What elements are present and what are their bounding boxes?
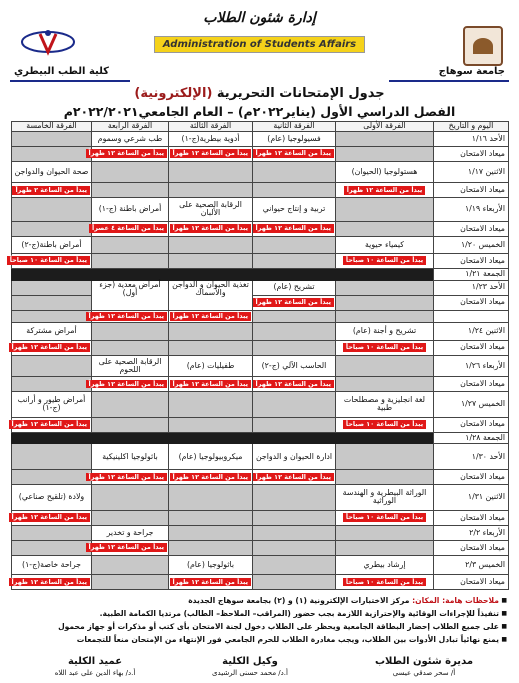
schedule-title: [0, 86, 519, 101]
management-title-en: Administration of Students Affairs: [154, 36, 365, 53]
day-cell: الأحد ١/١٦: [434, 131, 509, 146]
time-badge: يبدأ من الساعة ١٠ صباحاً: [343, 513, 426, 522]
notes-section: [12, 594, 507, 646]
management-title-en-box: [6, 32, 513, 53]
table-row: [12, 525, 509, 540]
empty-cell: [336, 310, 434, 323]
time-badge: يبدأ من الساعة ١٢ ظهراً: [170, 224, 251, 233]
day-cell: الأربعاء ١/١٩: [434, 198, 509, 222]
time-badge: يبدأ من الساعة ١٢ ظهراً: [170, 312, 251, 321]
subject-cell: هستولوجيا (الحيوان): [336, 161, 434, 182]
time-cell: [88, 146, 169, 161]
friday-row: [12, 432, 509, 444]
location-label: المكان:: [409, 596, 440, 605]
empty-cell: [336, 295, 434, 310]
time-cell: [92, 221, 169, 236]
empty-cell: [92, 183, 169, 198]
time-label: ميعاد الامتحان: [434, 295, 509, 310]
empty-cell: [253, 253, 336, 268]
subject-cell: صحة الحيوان والدواجن: [12, 161, 92, 182]
day-cell: الأربعاء ٢/٢: [434, 525, 509, 540]
subject-cell: الرقابة الصحية على اللحوم: [92, 355, 169, 376]
faculty-name: كلية الطب البيطري: [14, 66, 109, 77]
empty-cell: [253, 417, 336, 432]
time-badge: يبدأ من الساعة ١٢ ظهراً: [253, 298, 334, 307]
header-year-5: الفرقة الخامسة: [12, 122, 92, 132]
empty-cell: [336, 131, 434, 146]
day-cell: الجمعة ١/٢١: [434, 268, 509, 280]
empty-cell: [92, 555, 169, 574]
empty-cell: [336, 280, 434, 295]
subject-cell: تشريح (عام): [253, 280, 336, 295]
subject-cell: طفيليات (عام): [169, 355, 253, 376]
empty-cell: [253, 555, 336, 574]
signature-name: أ/ سحر صدقي عيسى: [392, 669, 456, 677]
empty-cell: [169, 540, 253, 555]
empty-cell: [92, 510, 169, 525]
empty-cell: [336, 470, 434, 485]
day-cell: الاثنين ١/٢٤: [434, 323, 509, 340]
time-label: [434, 310, 509, 323]
blocked-cell: [12, 432, 434, 444]
table-row: [12, 323, 509, 340]
subject-cell: ولادة (تلقيح صناعي): [12, 485, 92, 511]
table-row: [12, 198, 509, 222]
day-cell: الاثنين ١/١٧: [434, 161, 509, 182]
empty-cell: [253, 391, 336, 417]
time-cell: [169, 146, 253, 161]
subject-cell: أمراض طيور و أرانب (ج-١): [12, 391, 92, 417]
empty-cell: [253, 161, 336, 182]
time-cell: [336, 340, 434, 355]
faculty-logo-icon: [18, 24, 78, 60]
empty-cell: [253, 236, 336, 253]
header-year-1: الفرقة الأولى: [336, 122, 434, 132]
time-cell: [336, 574, 434, 589]
time-cell: [336, 417, 434, 432]
empty-cell: [336, 540, 434, 555]
time-cell: [336, 183, 434, 198]
empty-cell: [12, 198, 92, 222]
management-title-ar: إدارة شئون الطلاب: [203, 10, 316, 26]
empty-cell: [169, 391, 253, 417]
empty-cell: [92, 391, 169, 417]
table-row: [12, 485, 509, 511]
empty-cell: [12, 221, 92, 236]
table-row: [12, 161, 509, 182]
header: [6, 6, 513, 86]
header-year-4: الفرقة الرابعة: [92, 122, 169, 132]
header-year-2: الفرقة الثانية: [253, 122, 336, 132]
empty-cell: [253, 485, 336, 511]
title-main: جدول الإمتحانات التحريرية: [212, 86, 385, 101]
time-badge: يبدأ من الساعة ١٢ ظهراً: [170, 578, 251, 587]
university-name: جامعة سوهاج: [438, 66, 505, 77]
empty-cell: [12, 131, 92, 146]
time-cell: [12, 510, 92, 525]
time-label: ميعاد الامتحان: [434, 183, 509, 198]
note-location: [12, 594, 507, 607]
time-cell: [169, 310, 253, 323]
empty-cell: [336, 444, 434, 470]
time-cell: [9, 253, 92, 268]
time-cell: [253, 376, 336, 391]
time-row: [12, 310, 509, 323]
time-label: ميعاد الامتحان: [434, 417, 509, 432]
subject-cell: ميكروبيولوجيا (عام): [169, 444, 253, 470]
empty-cell: [169, 525, 253, 540]
table-row: [12, 280, 509, 295]
day-cell: الخميس ١/٢٠: [434, 236, 509, 253]
time-cell: [12, 183, 92, 198]
empty-cell: [92, 236, 169, 253]
table-row: [12, 555, 509, 574]
empty-cell: [169, 161, 253, 182]
time-row: [12, 340, 509, 355]
time-cell: [12, 340, 92, 355]
empty-cell: [169, 485, 253, 511]
subject-cell: أمراض معدية (جزء أول): [92, 280, 169, 310]
signature-name: أ.د/ محمد حسنى الرشيدى: [212, 669, 288, 677]
empty-cell: [92, 574, 169, 589]
subject-cell: باثولوجيا (عام): [169, 555, 253, 574]
time-cell: [88, 540, 169, 555]
empty-cell: [12, 146, 92, 161]
time-badge: يبدأ من الساعة ١٠ صباحاً: [7, 256, 90, 265]
time-cell: [169, 470, 253, 485]
time-label: ميعاد الامتحان: [434, 253, 509, 268]
signatures: [10, 656, 509, 682]
title-highlight: (الإلكترونية): [134, 86, 213, 101]
time-cell: [253, 295, 336, 310]
subject-cell: تربية و إنتاج حيواني: [253, 198, 336, 222]
time-badge: يبدأ من الساعة ١٠ صباحاً: [343, 343, 426, 352]
empty-cell: [253, 540, 336, 555]
time-badge: يبدأ من الساعة ١٠ صباحاً: [343, 420, 426, 429]
time-cell: [253, 146, 336, 161]
subject-cell: طب شرعي وسموم: [92, 131, 169, 146]
subject-cell: جراحة خاصة(ج-١): [12, 555, 92, 574]
day-cell: الخميس ١/٢٧: [434, 391, 509, 417]
time-row: [12, 417, 509, 432]
empty-cell: [92, 417, 169, 432]
note-precautions: ■ تنفيذاً للإجراءات الوقائية والإحترازية اللازمة بجب حضور (المراقب– الملاحظ– الطالب) مرتديا الكمامة الطبية.: [12, 607, 507, 620]
subject-cell: أمراض باطنة (ج-١): [92, 198, 169, 222]
empty-cell: [336, 355, 434, 376]
day-cell: الخميس ٢/٣: [434, 555, 509, 574]
subject-cell: أدوية بيطرية(ج-١): [169, 131, 253, 146]
time-row: [12, 470, 509, 485]
empty-cell: [336, 525, 434, 540]
time-badge: يبدأ من الساعة ١٠ صباحاً: [343, 578, 426, 587]
time-row: [12, 221, 509, 236]
time-row: [12, 295, 509, 310]
empty-cell: [12, 470, 92, 485]
empty-cell: [92, 340, 169, 355]
subject-cell: لغة انجليزية و مصطلحات طبية: [336, 391, 434, 417]
empty-cell: [169, 236, 253, 253]
signature-name: أ.د/ بهاء الدين على عبد اللاه: [54, 669, 136, 677]
time-label: ميعاد الامتحان: [434, 540, 509, 555]
time-badge: يبدأ من الساعة ١٢ ظهراً: [170, 380, 251, 389]
note-no-sharing: ■ يمنع نهائياً تبادل الأدوات بين الطلاب، ويجب مغادرة الطلاب للحرم الجامعي فور الإنتهاء من الإمتحان منعاً للتجمعات: [12, 633, 507, 646]
time-cell: [169, 376, 253, 391]
empty-cell: [169, 253, 253, 268]
location-value: مركز الاختبارات الإلكترونية (١) و (٢) بجامعة سوهاج الجديدة: [188, 596, 410, 605]
time-label: ميعاد الامتحان: [434, 574, 509, 589]
signature-role: عميد الكلية: [67, 656, 123, 667]
subject-cell: الحاسب الآلي (ج-٢): [253, 355, 336, 376]
empty-cell: [12, 310, 92, 323]
time-label: ميعاد الامتحان: [434, 376, 509, 391]
time-cell: [12, 574, 92, 589]
subject-cell: ادارة الحيوان و الدواجن: [253, 444, 336, 470]
time-row: [12, 574, 509, 589]
day-cell: الأحد ١/٣٠: [434, 444, 509, 470]
empty-cell: [12, 540, 92, 555]
empty-cell: [336, 198, 434, 222]
subject-cell: تغذية الحيوان و الدواجن والأسماك: [169, 280, 253, 310]
notes-heading: ملاحظات هامة:: [439, 596, 499, 605]
time-cell: [253, 221, 336, 236]
time-row: [12, 376, 509, 391]
time-badge: يبدأ من الساعة ١٢ ظهراً: [170, 149, 251, 158]
time-badge: يبدأ من الساعة ١٢ ظهراً: [86, 380, 167, 389]
empty-cell: [92, 485, 169, 511]
day-cell: الأربعاء ١/٢٦: [434, 355, 509, 376]
table-row: [12, 131, 509, 146]
empty-cell: [12, 376, 92, 391]
time-cell: [336, 510, 434, 525]
empty-cell: [253, 340, 336, 355]
time-cell: [336, 253, 434, 268]
header-day: اليوم و التاريخ: [434, 122, 509, 132]
subject-cell: تشريح و أجنة (عام): [336, 323, 434, 340]
note-id-card: ■ على جميع الطلاب إحضار البطاقة الجامعية ويحظر على الطلاب دخول لجنة الامتحان بأى كتب أو مذكرات أو جهاز محمول: [12, 620, 507, 633]
empty-cell: [92, 161, 169, 182]
empty-cell: [336, 221, 434, 236]
time-badge: يبدأ من الساعة ٢ ظهراً: [12, 186, 90, 195]
empty-cell: [169, 510, 253, 525]
time-badge: يبدأ من الساعة ١٢ ظهراً: [9, 420, 90, 429]
time-row: [12, 183, 509, 198]
time-badge: يبدأ من الساعة ١٢ ظهراً: [253, 149, 334, 158]
time-row: [12, 146, 509, 161]
empty-cell: [12, 280, 92, 295]
time-label: ميعاد الامتحان: [434, 470, 509, 485]
subject-cell: كيمياء حيوية: [336, 236, 434, 253]
table-row: [12, 391, 509, 417]
subject-cell: أمراض باطنة(ج-٢): [12, 236, 92, 253]
time-badge: يبدأ من الساعة ١٢ ظهراً: [253, 380, 334, 389]
subject-cell: باثولوجيا اكلينيكية: [92, 444, 169, 470]
signature-dean: [20, 656, 170, 677]
signature-student-affairs: [349, 656, 499, 677]
empty-cell: [12, 295, 92, 310]
time-cell: [88, 376, 169, 391]
empty-cell: [169, 340, 253, 355]
day-cell: الأحد ١/٢٣: [434, 280, 509, 295]
subject-cell: أمراض مشتركة: [12, 323, 92, 340]
time-label: ميعاد الامتحان: [434, 146, 509, 161]
time-badge: يبدأ من الساعة ١٢ ظهراً: [170, 473, 251, 482]
header-rule-right: [389, 80, 509, 82]
friday-row: [12, 268, 509, 280]
empty-cell: [169, 183, 253, 198]
time-row: [12, 540, 509, 555]
time-badge: يبدأ من الساعة ١٢ ظهراً: [86, 473, 167, 482]
signature-role: وكيل الكلية: [222, 656, 278, 667]
subject-cell: جراحة و تخدير: [92, 525, 169, 540]
empty-cell: [12, 444, 92, 470]
empty-cell: [253, 574, 336, 589]
subject-cell: الرقابة الصحية على الألبان: [169, 198, 253, 222]
time-badge: يبدأ من الساعة ١٢ ظهراً: [86, 543, 167, 552]
empty-cell: [12, 525, 92, 540]
empty-cell: [336, 146, 434, 161]
empty-cell: [253, 525, 336, 540]
time-cell: [169, 221, 253, 236]
time-badge: يبدأ من الساعة ١٢ ظهراً: [253, 473, 334, 482]
empty-cell: [92, 253, 169, 268]
time-cell: [12, 417, 92, 432]
time-badge: يبدأ من الساعة ١٢ ظهراً: [9, 513, 90, 522]
time-row: [12, 253, 509, 268]
subject-cell: إرشاد بيطري: [336, 555, 434, 574]
subject-cell: فسيولوجيا (عام): [253, 131, 336, 146]
day-cell: الجمعة ١/٢٨: [434, 432, 509, 444]
day-cell: الاثنين ١/٣١: [434, 485, 509, 511]
empty-cell: [12, 355, 92, 376]
time-badge: يبدأ من الساعة ١٢ ظهراً: [253, 224, 334, 233]
empty-cell: [253, 183, 336, 198]
time-cell: [88, 310, 169, 323]
empty-cell: [92, 323, 169, 340]
empty-cell: [336, 376, 434, 391]
time-label: ميعاد الامتحان: [434, 340, 509, 355]
table-row: [12, 444, 509, 470]
time-badge: يبدأ من الساعة ١٠ صباحاً: [343, 256, 426, 265]
header-rule-left: [10, 80, 130, 82]
table-header-row: [12, 122, 509, 132]
time-row: [12, 510, 509, 525]
table-row: [12, 355, 509, 376]
time-cell: [253, 470, 336, 485]
time-cell: [88, 470, 169, 485]
time-label: ميعاد الامتحان: [434, 221, 509, 236]
time-badge: يبدأ من الساعة ١٢ ظهراً: [9, 578, 90, 587]
time-badge: يبدأ من الساعة ١٢ ظهراً: [344, 186, 425, 195]
time-badge: يبدأ من الساعة ١٢ ظهراً: [86, 312, 167, 321]
exam-table: [11, 121, 509, 590]
header-year-3: الفرقة الثالثة: [169, 122, 253, 132]
subject-cell: الوراثة البيطرية و الهندسة الوراثية: [336, 485, 434, 511]
time-badge: يبدأ من الساعة ١٢ ظهراً: [86, 149, 167, 158]
time-badge: يبدأ من الساعة ٤ عصراً: [89, 224, 167, 233]
empty-cell: [169, 323, 253, 340]
schedule-subtitle: الفصل الدراسي الأول (يناير٢٠٢٢م) – العام الجامعي٢٠٢٢/٢٠٢١م: [63, 104, 456, 119]
empty-cell: [253, 510, 336, 525]
table-row: [12, 236, 509, 253]
time-cell: [169, 574, 253, 589]
signature-role: مديرة شئون الطلاب: [374, 656, 474, 667]
empty-cell: [253, 310, 336, 323]
blocked-cell: [12, 268, 434, 280]
empty-cell: [253, 323, 336, 340]
time-label: ميعاد الامتحان: [434, 510, 509, 525]
empty-cell: [169, 417, 253, 432]
time-badge: يبدأ من الساعة ١٢ ظهراً: [9, 343, 90, 352]
signature-vice-dean: [175, 656, 325, 677]
